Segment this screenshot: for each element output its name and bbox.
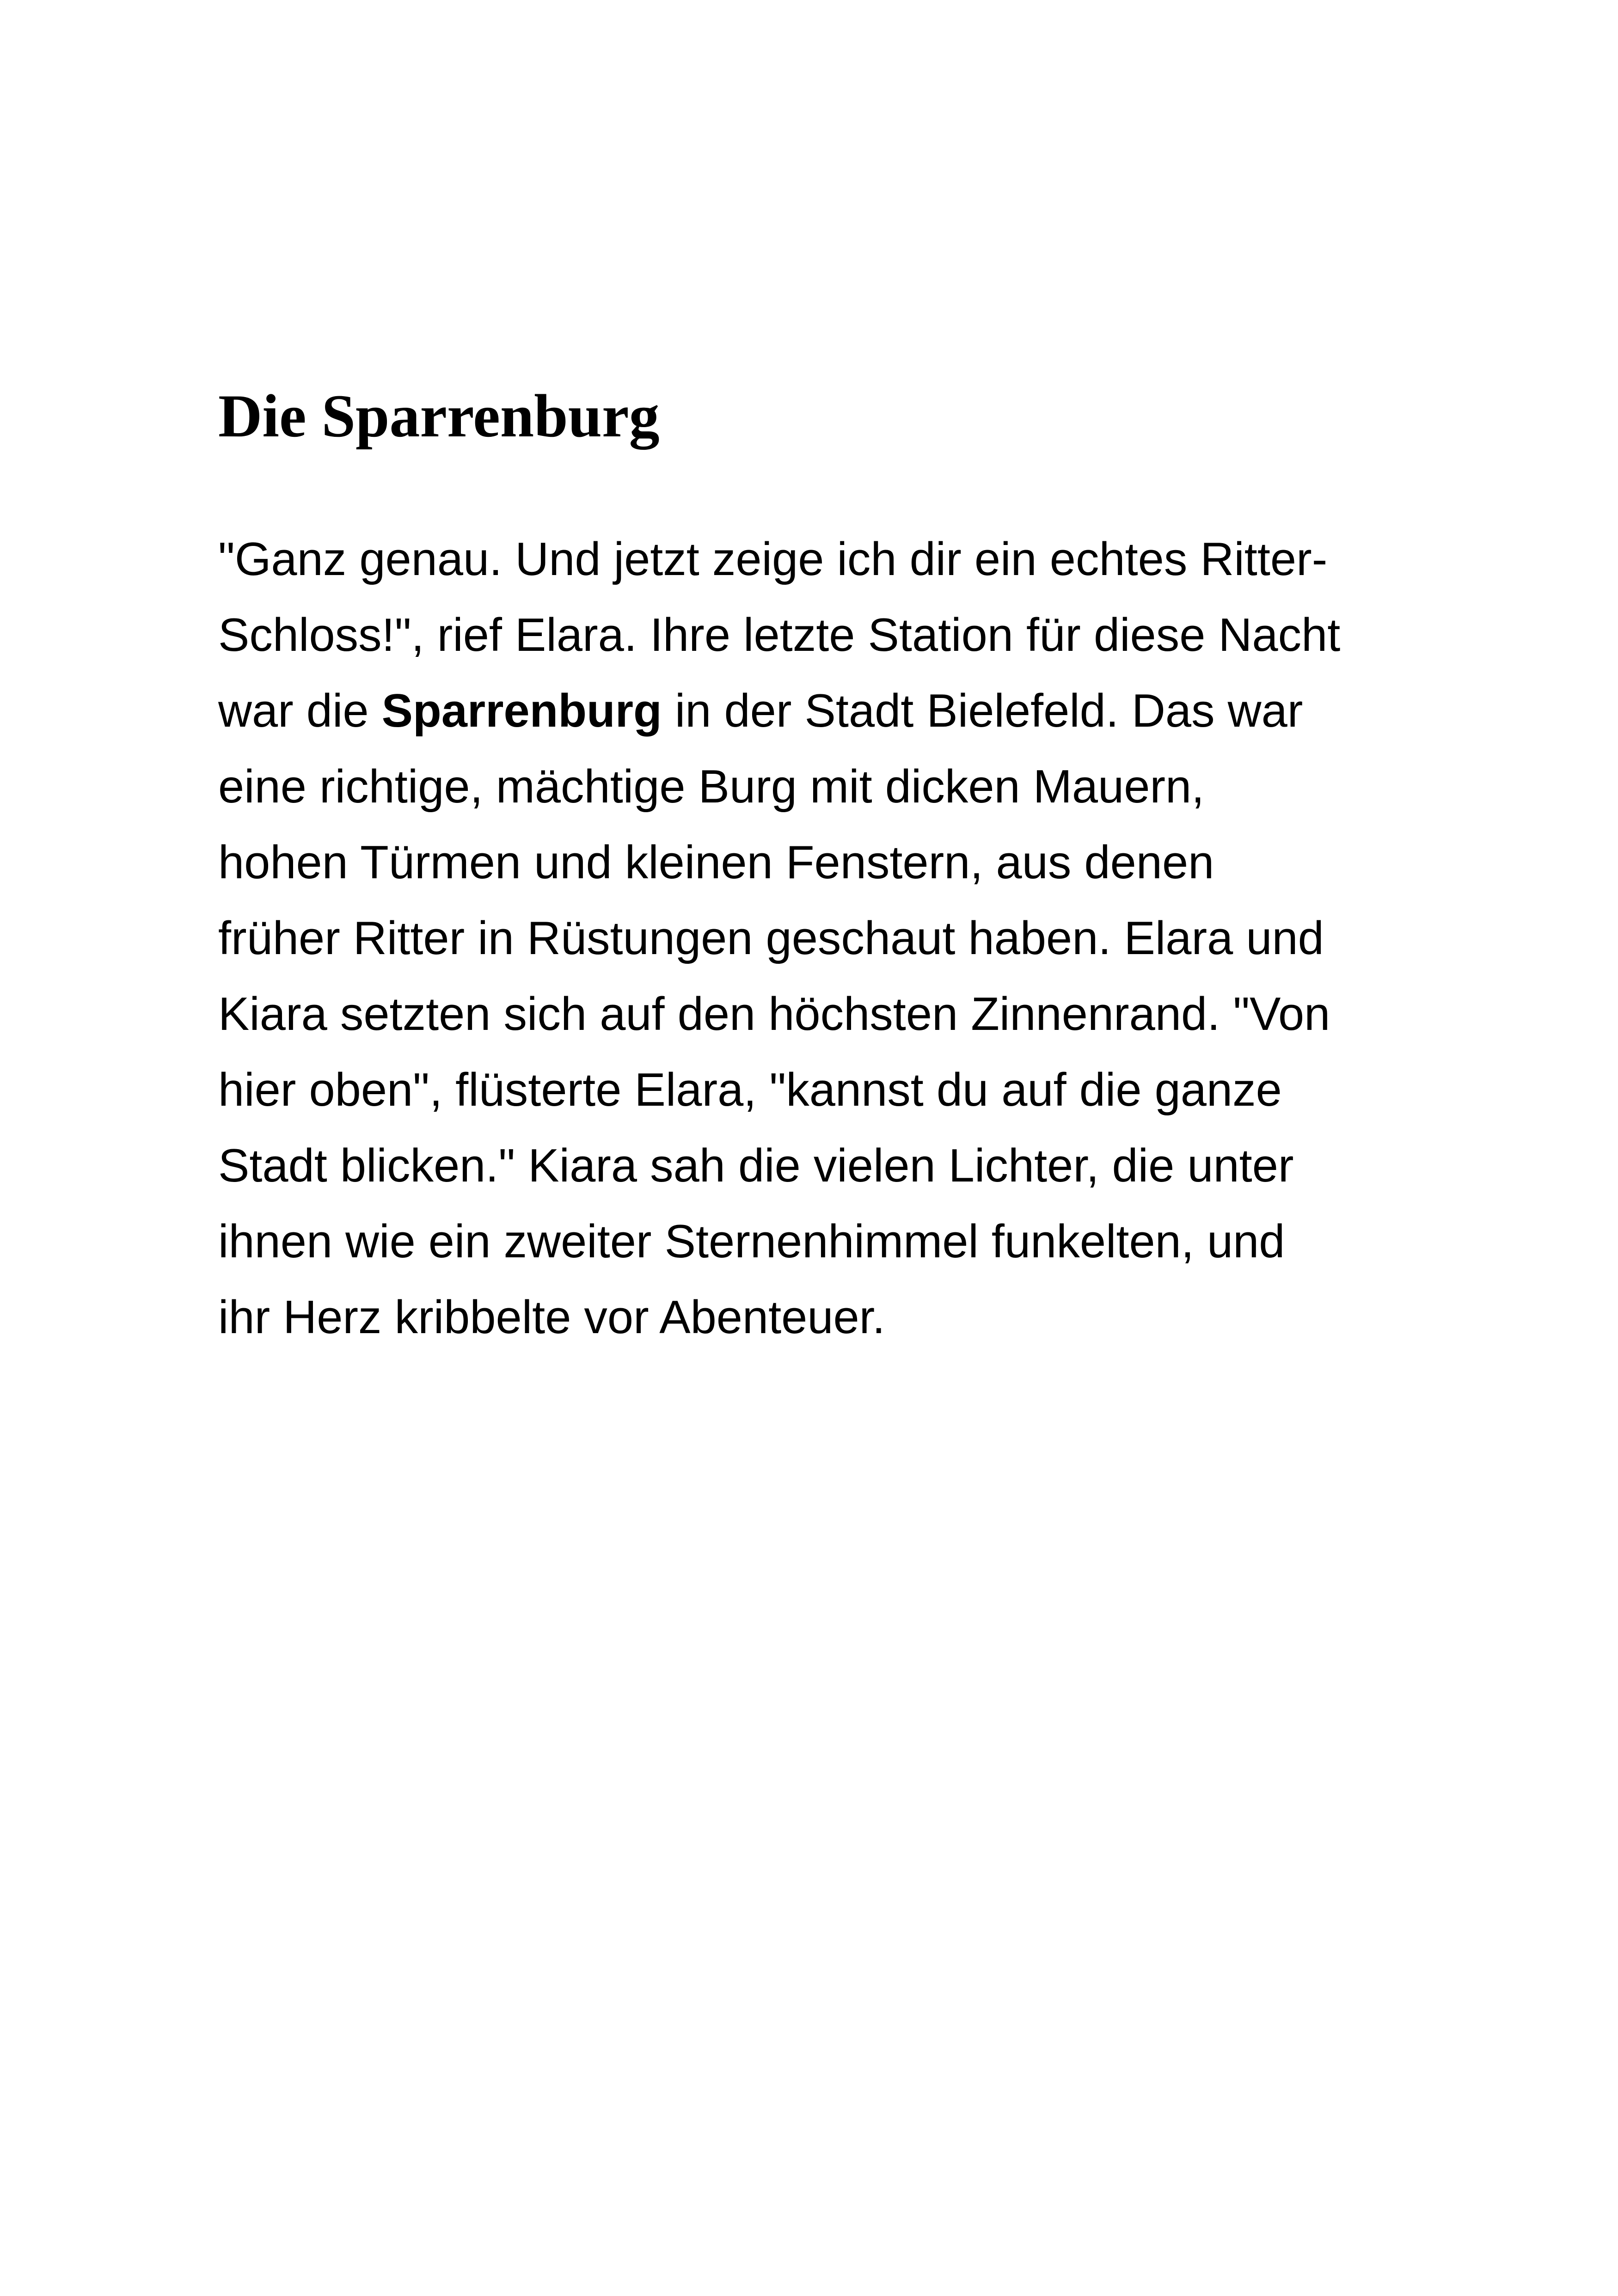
text-line: ihnen wie ein zweiter Sternenhimmel funkelten, und [218,1216,1285,1267]
text-line: früher Ritter in Rüstungen geschaut haben. Elara und [218,912,1324,964]
text-line: "Ganz genau. Und jetzt zeige ich dir ein echtes Ritter- [218,533,1328,585]
text-line: Kiara setzten sich auf den höchsten Zinnenrand. "Von [218,988,1330,1040]
text-line: hier oben", flüsterte Elara, "kannst du auf die ganze [218,1064,1282,1116]
text-line: eine richtige, mächtige Burg mit dicken Mauern, [218,761,1205,813]
text-line: Stadt blicken." Kiara sah die vielen Lichter, die unter [218,1140,1294,1192]
page-title: Die Sparrenburg [218,382,660,450]
text-line: Schloss!", rief Elara. Ihre letzte Station für diese Nacht [218,609,1341,661]
text-line: hohen Türmen und kleinen Fenstern, aus denen [218,837,1214,888]
story-paragraph [218,521,1457,1355]
text-line: ihr Herz kribbelte vor Abenteuer. [218,1292,885,1343]
text-segment: war die [218,685,382,737]
text-segment: in der Stadt Bielefeld. Das war [662,685,1303,737]
bold-place-name: Sparrenburg [381,685,662,737]
text-line [218,673,1457,749]
